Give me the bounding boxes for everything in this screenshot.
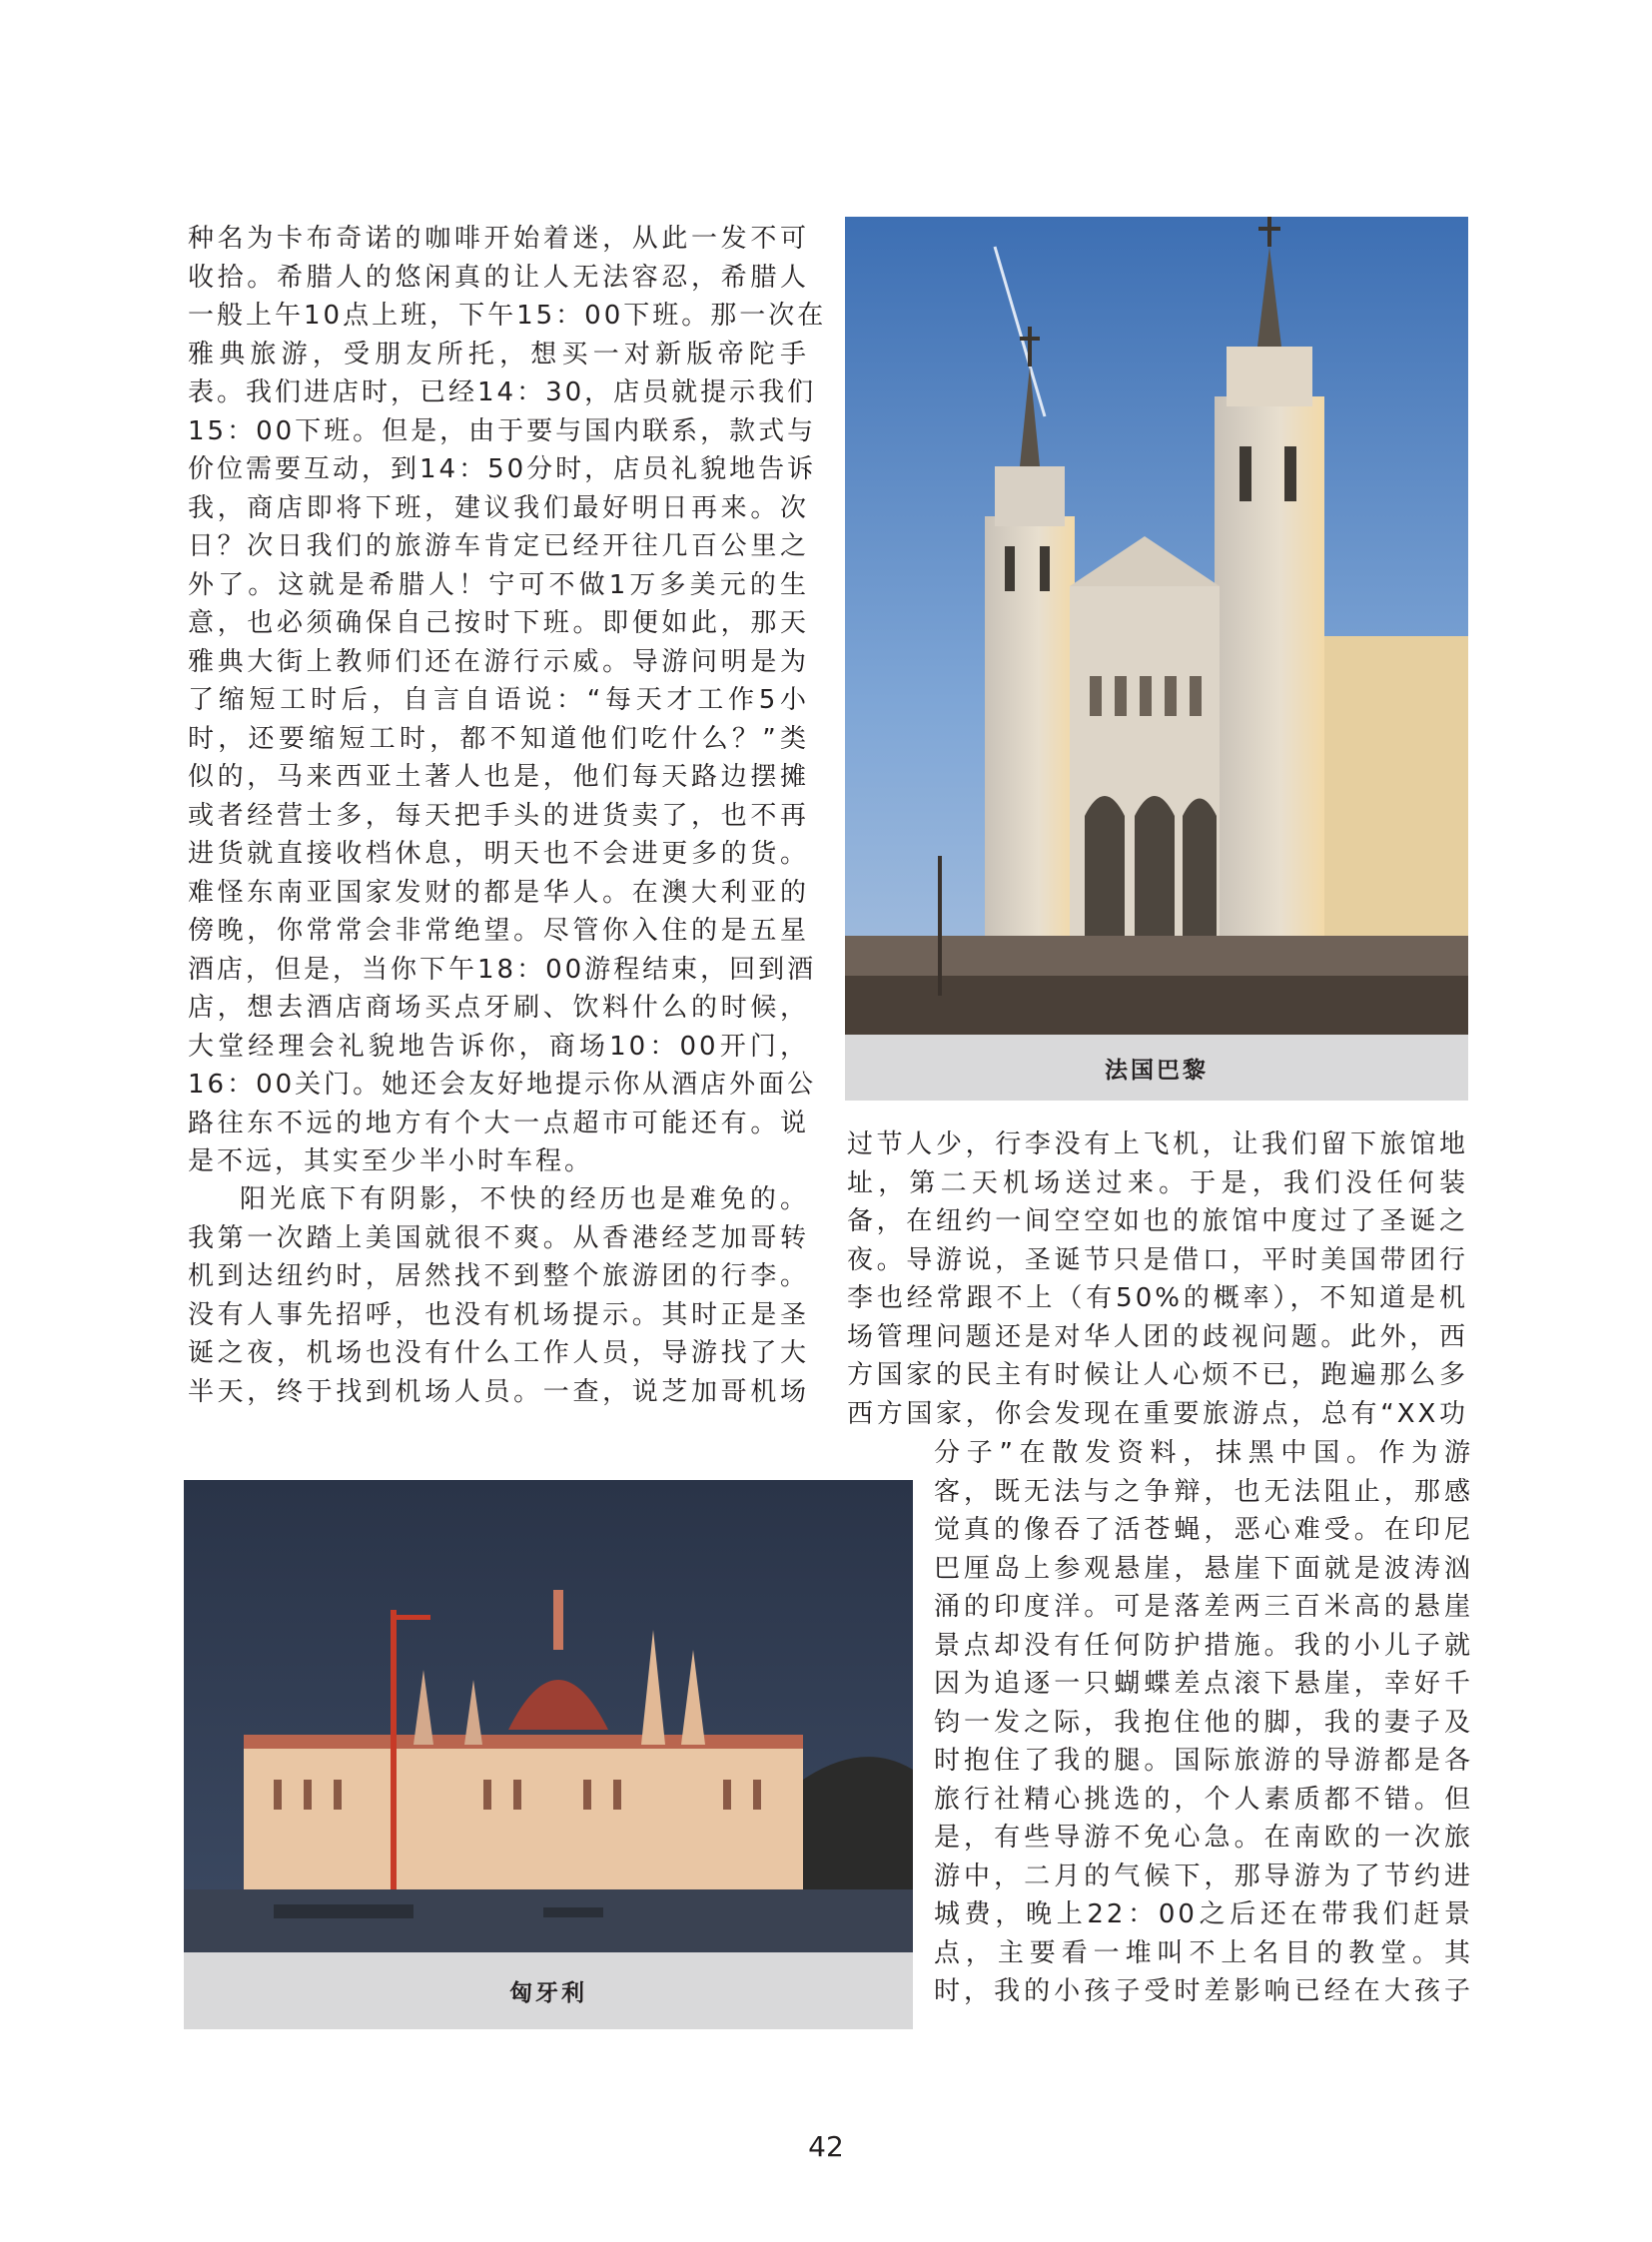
text-line: 夜。导游说，圣诞节只是借口，平时美国带团行 — [847, 1244, 1468, 1275]
text-line: 半天，终于找到机场人员。一查，说芝加哥机场 — [188, 1376, 809, 1407]
text-line: 或者经营士多，每天把手头的进货卖了，也不再 — [188, 800, 809, 831]
text-line: 表。我们进店时，已经14：30，店员就提示我们 — [188, 377, 817, 407]
text-line: 店，想去酒店商场买点牙刷、饮料什么的时候， — [188, 993, 809, 1023]
text-line: 城费，晚上22：00之后还在带我们赶景 — [934, 1899, 1473, 1929]
text-line: 景点却没有任何防护措施。我的小儿子就 — [934, 1630, 1473, 1661]
text-line: 没有人事先招呼，也没有机场提示。其时正是圣 — [188, 1299, 809, 1330]
text-line: 是，有些导游不免心急。在南欧的一次旅 — [934, 1823, 1473, 1853]
text-line: 李也经常跟不上（有50%的概率），不知道是机 — [847, 1283, 1468, 1313]
text-line: 大堂经理会礼貌地告诉你，商场10：00开门， — [188, 1031, 809, 1062]
text-line: 进货就直接收档休息，明天也不会进更多的货。 — [188, 839, 809, 869]
page-number: 42 — [808, 2130, 844, 2163]
text-line: 址，第二天机场送过来。于是，我们没任何装 — [847, 1167, 1468, 1198]
text-line: 路往东不远的地方有个大一点超市可能还有。说 — [188, 1108, 809, 1138]
text-line: 旅行社精心挑选的，个人素质都不错。但 — [934, 1784, 1473, 1815]
text-line: 意，也必须确保自己按时下班。即便如此，那天 — [188, 608, 809, 638]
text-line: 诞之夜，机场也没有什么工作人员，导游找了大 — [188, 1338, 809, 1368]
text-line: 西方国家，你会发现在重要旅游点，总有“XX功 — [847, 1398, 1468, 1429]
text-line: 涌的印度洋。可是落差两三百米高的悬崖 — [934, 1592, 1473, 1622]
text-line: 觉真的像吞了活苍蝇，恶心难受。在印尼 — [934, 1515, 1473, 1545]
text-line: 游中，二月的气候下，那导游为了节约进 — [934, 1861, 1473, 1891]
text-line: 钧一发之际，我抱住他的脚，我的妻子及 — [934, 1707, 1473, 1738]
text-line: 似的，马来西亚土著人也是，他们每天路边摆摊 — [188, 762, 809, 792]
text-line: 了缩短工时后，自言自语说：“每天才工作5小 — [188, 685, 809, 715]
text-line: 外了。这就是希腊人！宁可不做1万多美元的生 — [188, 569, 809, 600]
text-line: 时，还要缩短工时，都不知道他们吃什么？”类 — [188, 723, 809, 754]
text-line: 分子”在散发资料，抹黑中国。作为游 — [934, 1438, 1473, 1468]
text-line: 我第一次踏上美国就很不爽。从香港经芝加哥转 — [188, 1222, 809, 1253]
text-line: 一般上午10点上班，下午15：00下班。那一次在 — [188, 301, 827, 331]
basilica-illustration — [845, 217, 1468, 1035]
text-line: 点，主要看一堆叫不上名目的教堂。其 — [934, 1937, 1473, 1968]
text-line: 15：00下班。但是，由于要与国内联系，款式与 — [188, 415, 817, 446]
text-line: 巴厘岛上参观悬崖，悬崖下面就是波涛汹 — [934, 1553, 1473, 1584]
text-line: 我，商店即将下班，建议我们最好明日再来。次 — [188, 492, 809, 523]
text-line: 日？次日我们的旅游车肯定已经开往几百公里之 — [188, 531, 809, 561]
caption-paris: 法国巴黎 — [845, 1035, 1468, 1101]
text-line: 阳光底下有阴影，不快的经历也是难免的。 — [240, 1184, 809, 1214]
text-line: 种名为卡布奇诺的咖啡开始着迷，从此一发不可 — [188, 224, 809, 254]
text-line: 因为追逐一只蝴蝶差点滚下悬崖，幸好千 — [934, 1669, 1473, 1699]
text-line: 难怪东南亚国家发财的都是华人。在澳大利亚的 — [188, 877, 809, 908]
text-line: 备，在纽约一间空空如也的旅馆中度过了圣诞之 — [847, 1206, 1468, 1236]
text-line: 场管理问题还是对华人团的歧视问题。此外，西 — [847, 1321, 1468, 1352]
text-line: 过节人少，行李没有上飞机，让我们留下旅馆地 — [847, 1129, 1468, 1159]
text-line: 客，既无法与之争辩，也无法阻止，那感 — [934, 1476, 1473, 1507]
text-line: 时，我的小孩子受时差影响已经在大孩子 — [934, 1976, 1473, 2006]
text-line: 傍晚，你常常会非常绝望。尽管你入住的是五星 — [188, 916, 809, 946]
text-line: 方国家的民主有时候让人心烦不已，跑遍那么多 — [847, 1360, 1468, 1390]
photo-paris-basilica — [845, 217, 1468, 1035]
caption-hungary: 匈牙利 — [184, 1952, 913, 2029]
text-line: 酒店，但是，当你下午18：00游程结束，回到酒 — [188, 954, 817, 985]
text-line: 雅典大街上教师们还在游行示威。导游问明是为 — [188, 646, 809, 677]
text-line: 机到达纽约时，居然找不到整个旅游团的行李。 — [188, 1261, 809, 1291]
parliament-illustration — [184, 1480, 913, 1952]
text-line: 时抱住了我的腿。国际旅游的导游都是各 — [934, 1746, 1473, 1776]
text-line: 价位需要互动，到14：50分时，店员礼貌地告诉 — [188, 454, 817, 484]
text-line: 收拾。希腊人的悠闲真的让人无法容忍，希腊人 — [188, 262, 809, 293]
text-line: 雅典旅游，受朋友所托，想买一对新版帝陀手 — [188, 339, 809, 370]
text-line: 16：00关门。她还会友好地提示你从酒店外面公 — [188, 1070, 817, 1100]
text-line: 是不远，其实至少半小时车程。 — [188, 1146, 594, 1176]
photo-hungary-parliament — [184, 1480, 913, 1952]
